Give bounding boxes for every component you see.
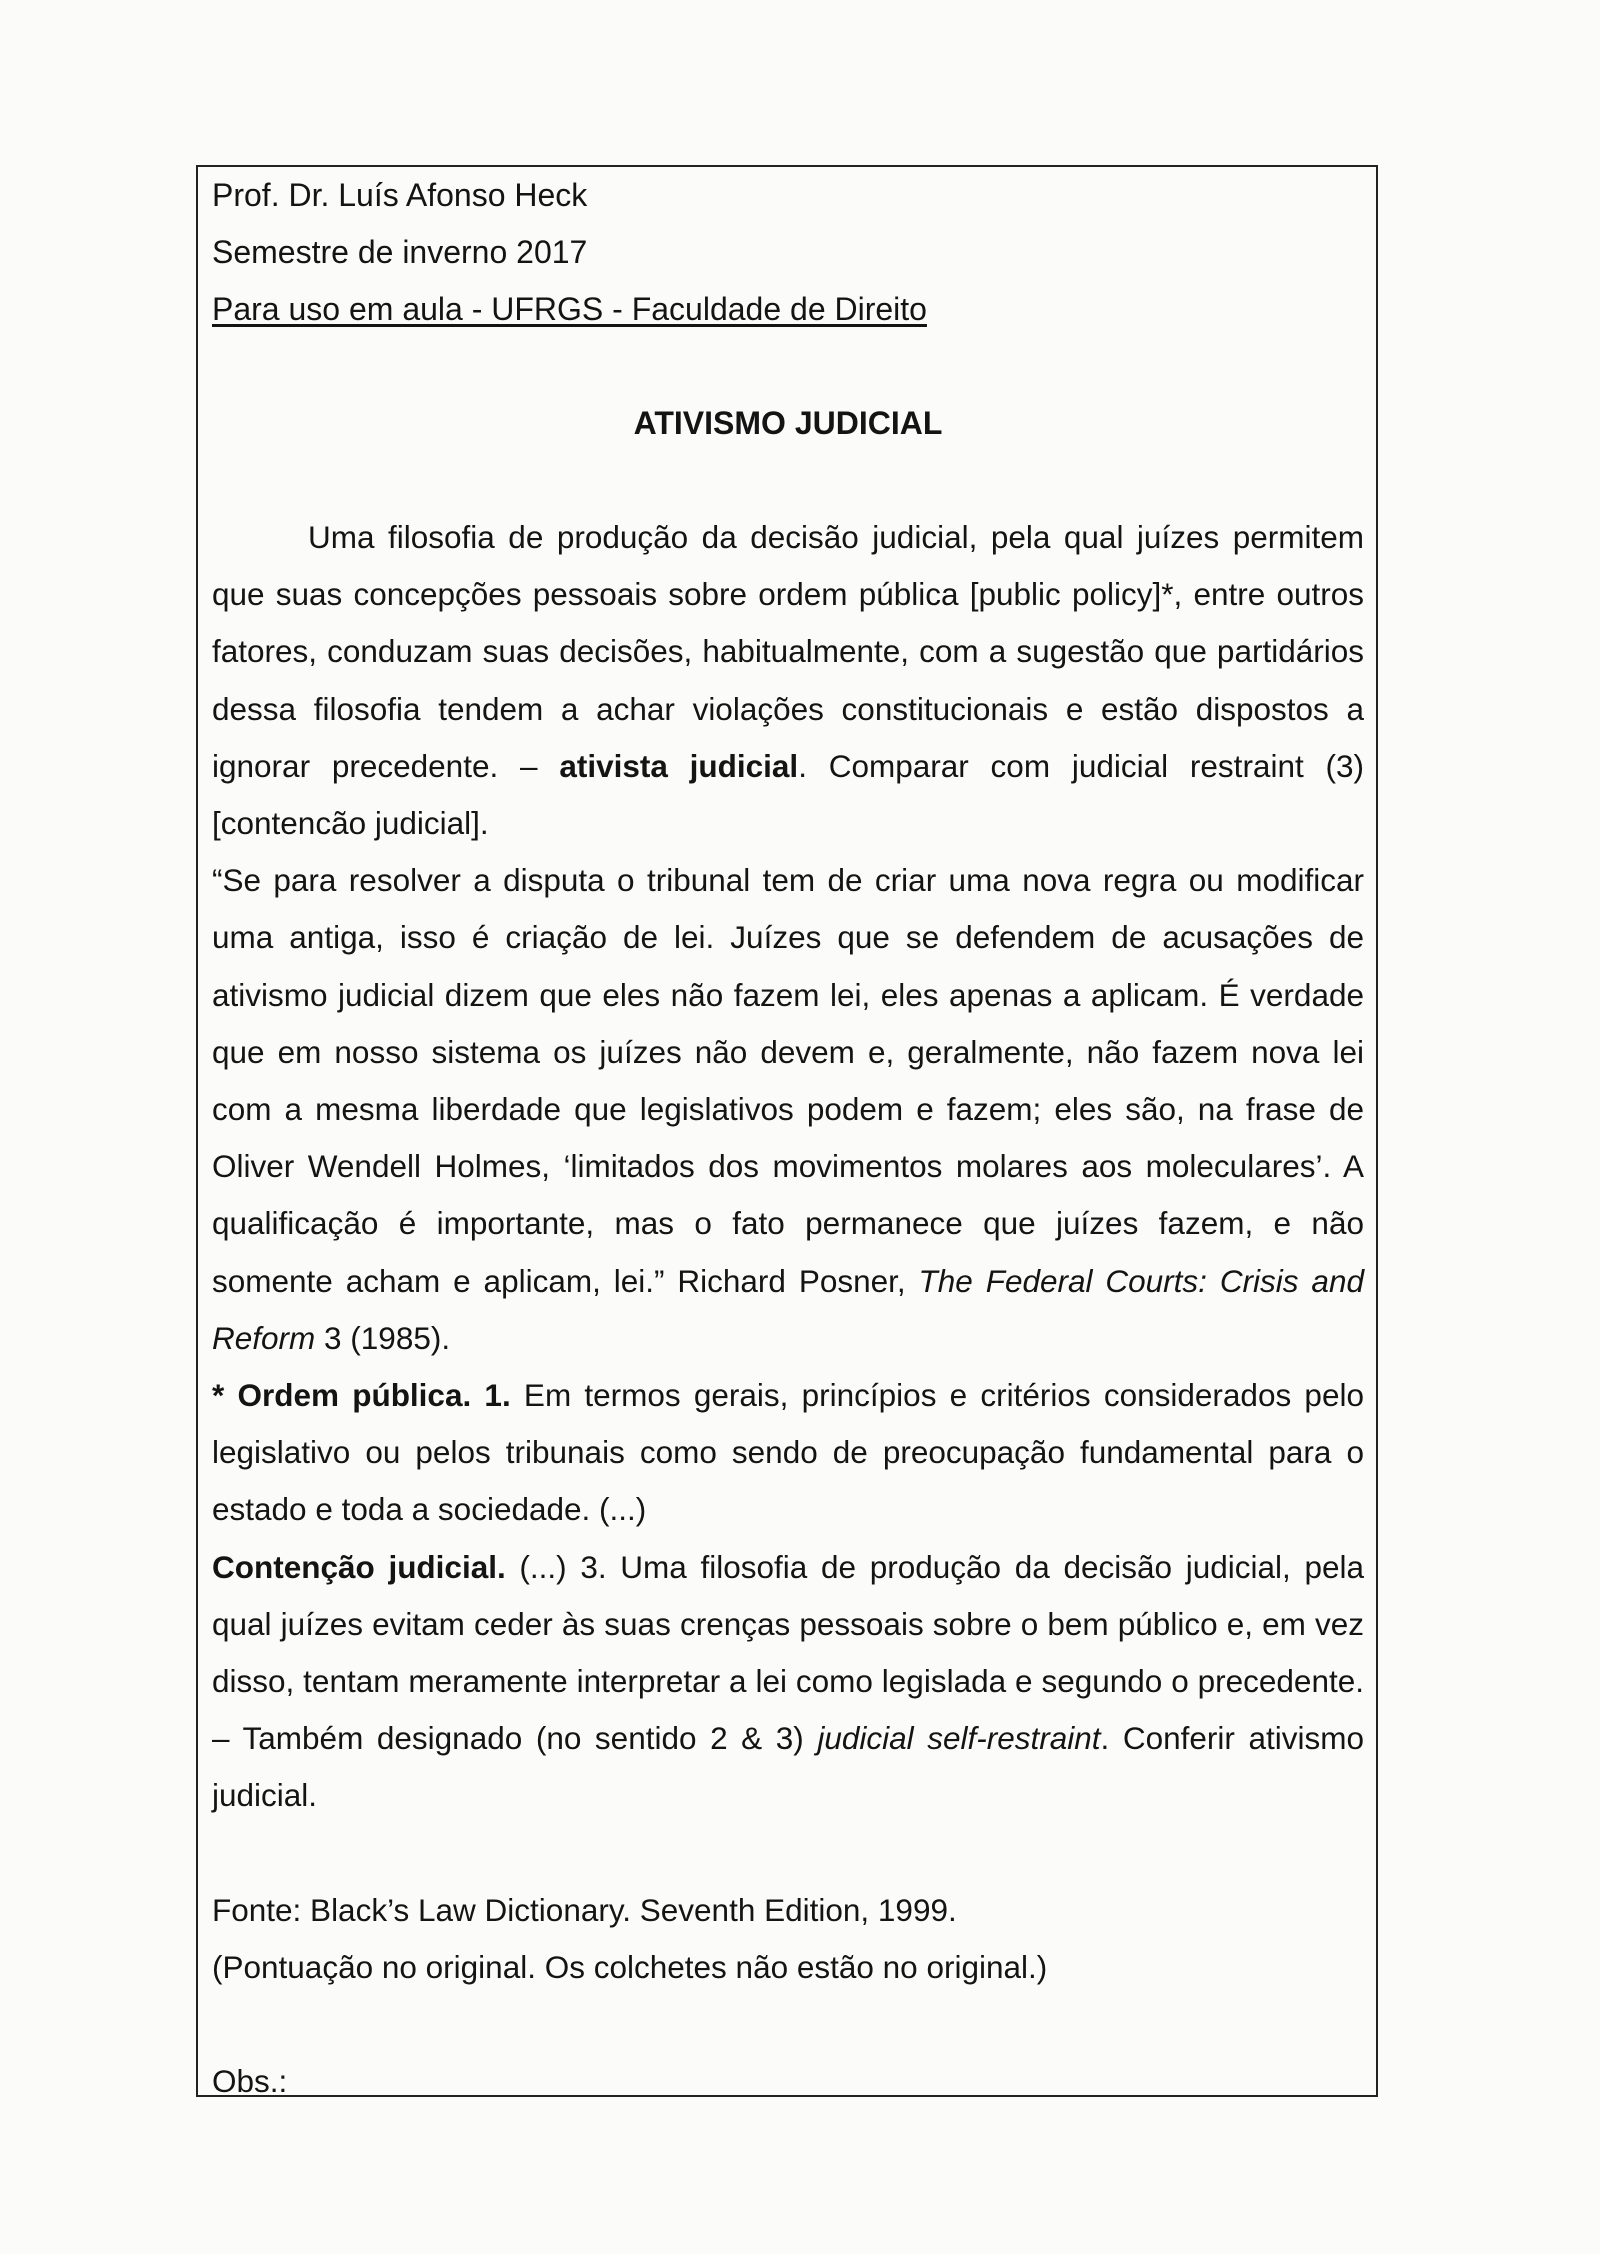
footnote-contencao-judicial [212,1539,1364,1825]
quote-text: “Se para resolver a disputa o tribunal tem de criar uma nova regra ou modificar uma antiga, isso é criação de lei. Juízes que se defendem de acusações de ativismo judicial dizem que eles não fazem lei, eles apenas a aplicam. É verdade que em nosso sistema os juízes não devem e, geralmente, não fazem nova lei com a mesma liberdade que legislativos podem e fazem; eles são, na frase de Oliver Wendell Holmes, ‘limitados dos movimentos molares aos moleculares’. A qualificação é importante, mas o fato permanece que juízes fazem, e não somente acham e aplicam, lei.” Richard Posner, [212,862,1364,1299]
contencao-italic-term: judicial self-restraint [817,1720,1101,1757]
footnote-ordem-publica [212,1367,1364,1539]
quote-book-title: The Federal Courts: Crisis and Reform [212,1262,1364,1356]
ordem-publica-text: Em termos gerais, princípios e critérios considerados pelo legislativo ou pelos tribunais como sendo de preocupação fundamental para o estado e toda a sociedade. (...) [212,1377,1364,1528]
definition-text: Uma filosofia de produção da decisão judicial, pela qual juízes permitem que suas concepções pessoais sobre ordem pública [public policy]*, entre outros fatores, conduzam suas decisões, habitualmente, com a sugestão que partidários dessa filosofia tendem a achar violações constitucionais e estão dispostos a ignorar precedente. – [212,519,1364,784]
definition-paragraph [212,509,1364,852]
definition-text-end: . Comparar com judicial restraint (3) [contencão judicial]. [212,747,1364,842]
source-reference: Fonte: Black’s Law Dictionary. Seventh Edition, 1999. [212,1891,957,1928]
definition-bold-term: ativista judicial [559,747,799,784]
obs-label: Obs.: [212,2063,288,2100]
ordem-publica-label: * Ordem pública. 1. [212,1377,511,1414]
spacer [212,1996,1364,2053]
contencao-judicial-text: (...) 3. Uma filosofia de produção da decisão judicial, pela qual juízes evitam ceder às suas crenças pessoais sobre o bem público e, em vez disso, tentam meramente interpretar a lei como legislada e segundo o precedente. – Também designado (no sentido 2 & 3) [212,1548,1364,1757]
document-content [212,167,1364,2110]
usage-line: Para uso em aula - UFRGS - Faculdade de Direito [212,291,927,327]
contencao-judicial-label: Contenção judicial. [212,1548,506,1585]
page-title: ATIVISMO JUDICIAL [633,405,943,441]
contencao-text-end: . Conferir ativismo judicial. [212,1720,1364,1814]
spacer [212,1825,1364,1882]
author-line: Prof. Dr. Luís Afonso Heck [212,177,588,213]
posner-quote [212,852,1364,1367]
document-frame [196,165,1378,2100]
quote-citation-tail: 3 (1985). [315,1319,451,1356]
semester-line: Semestre de inverno 2017 [212,234,588,270]
source-note: (Pontuação no original. Os colchetes não estão no original.) [212,1948,1048,1985]
